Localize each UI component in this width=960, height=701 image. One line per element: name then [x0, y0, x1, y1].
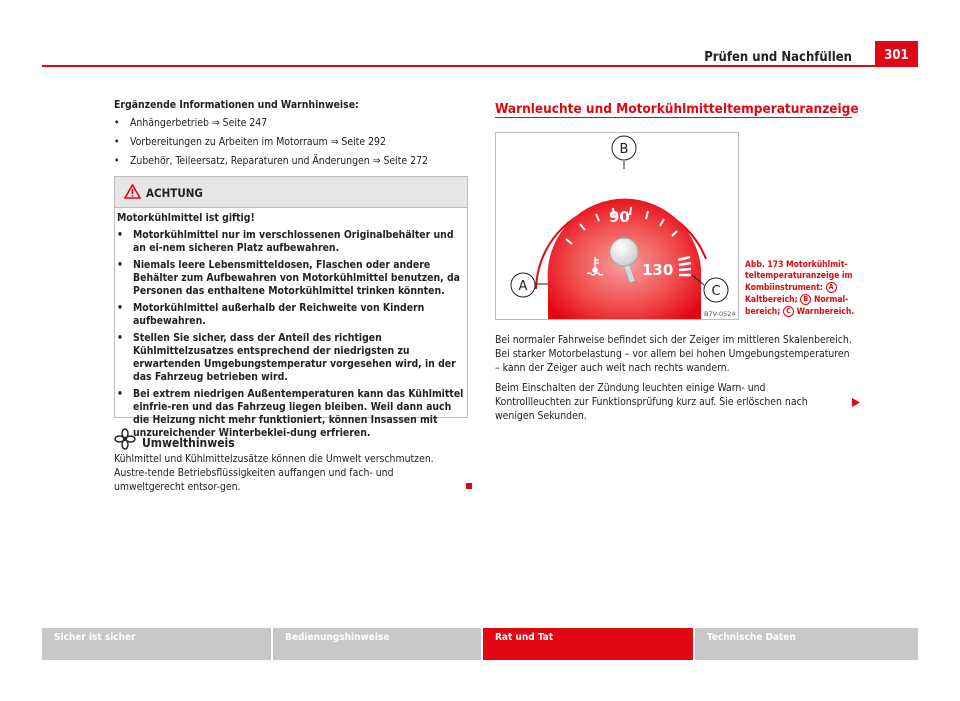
info-list: [114, 116, 466, 168]
info-item: • Anhängerbetrieb ⇒ Seite 247: [114, 116, 466, 130]
paragraph-2: Beim Einschalten der Zündung leuchten einige Warn- und Kontrollleuchten zur Funktionsprüfung kurz auf. Sie erlöschen nach wenigen Sekunden.: [495, 382, 808, 422]
gauge-label-90: 90: [609, 208, 630, 226]
warning-box: [114, 176, 468, 439]
footer-tab-technische-daten[interactable]: Technische Daten: [695, 628, 918, 660]
image-code: B7V-0524: [704, 310, 736, 318]
warning-body: [115, 208, 467, 440]
caption-c-text: Warnbereich.: [796, 307, 855, 317]
warning-item: • Motorkühlmittel nur im verschlossenen Originalbehälter und an ei-nem sicheren Platz aufbewahren.: [117, 229, 464, 255]
gauge-figure: [495, 132, 739, 320]
paragraph-1: Bei normaler Fahrweise befindet sich der Zeiger im mittleren Skalenbereich. Bei starker Motorbelastung – vor allem bei hohen Umgebungstemperaturen – kann der Zeiger auch weit nach rechts wandern.: [495, 334, 852, 374]
environment-flower-icon: [114, 428, 136, 450]
caption-marker-c: C: [783, 306, 794, 317]
caption-marker-b: B: [800, 294, 811, 305]
section-title: Warnleuchte und Motorkühlmitteltemperaturanzeige: [495, 101, 859, 117]
info-item: • Vorbereitungen zu Arbeiten im Motorraum ⇒ Seite 292: [114, 135, 466, 149]
warning-triangle-icon: [124, 184, 141, 199]
section-rule: [495, 117, 852, 118]
callout-b: B: [619, 142, 629, 157]
footer-tab-bedienung[interactable]: Bedienungshinweise: [273, 628, 481, 660]
info-heading: Ergänzende Informationen und Warnhinweise:: [114, 99, 359, 111]
environment-title: Umwelthinweis: [142, 436, 235, 450]
caption-marker-a: A: [826, 282, 837, 293]
figure-caption: [745, 260, 857, 318]
caption-b-text: Normal-bereich;: [745, 295, 849, 317]
continue-arrow-icon: [852, 398, 860, 407]
end-marker: [466, 483, 472, 489]
environment-text: Kühlmittel und Kühlmittelzusätze können die Umwelt verschmutzen. Austre-tende Betriebsflüssigkeiten auffangen und fach- und umweltgerecht entsor-gen.: [114, 453, 434, 493]
warning-item: • Motorkühlmittel außerhalb der Reichweite von Kindern aufbewahren.: [117, 302, 464, 328]
footer-tab-sicher[interactable]: Sicher ist sicher: [42, 628, 271, 660]
gauge-label-130: 130: [642, 261, 674, 279]
coolant-gauge-illustration: [496, 133, 738, 319]
footer-tab-rat-und-tat[interactable]: Rat und Tat: [483, 628, 693, 660]
warning-item: • Bei extrem niedrigen Außentemperaturen kann das Kühlmittel einfrie-ren und das Fahrzeug liegen bleiben. Weil dann auch die Heizung nicht mehr funktioniert, können Insassen mit unzureichender Winterbeklei-dung erfrieren.: [117, 388, 464, 440]
warning-header: [115, 177, 467, 208]
header-rule: [42, 65, 918, 67]
caption-a-text: Kaltbereich;: [745, 295, 798, 305]
warning-title: ACHTUNG: [146, 186, 203, 200]
running-header-title: Prüfen und Nachfüllen: [704, 50, 852, 65]
page-number: 301: [875, 41, 918, 67]
warning-item: • Stellen Sie sicher, dass der Anteil des richtigen Kühlmittelzusatzes entsprechend der niedrigsten zu erwartenden Umgebungstemperatur vorgesehen wird, in der das Fahrzeug betrieben wird.: [117, 332, 464, 384]
caption-prefix: Abb. 173 Motorkühlmit-teltemperaturanzeige im Kombiinstrument:: [745, 260, 853, 293]
info-item: • Zubehör, Teileersatz, Reparaturen und Änderungen ⇒ Seite 272: [114, 154, 466, 168]
callout-a: A: [518, 279, 528, 294]
warning-lead: Motorkühlmittel ist giftig!: [117, 212, 255, 224]
warning-item: • Niemals leere Lebensmitteldosen, Flaschen oder andere Behälter zum Aufbewahren von Motorkühlmittel benutzen, da Personen das enthaltene Motorkühlmittel trinken könnten.: [117, 259, 464, 298]
callout-c: C: [711, 284, 721, 299]
